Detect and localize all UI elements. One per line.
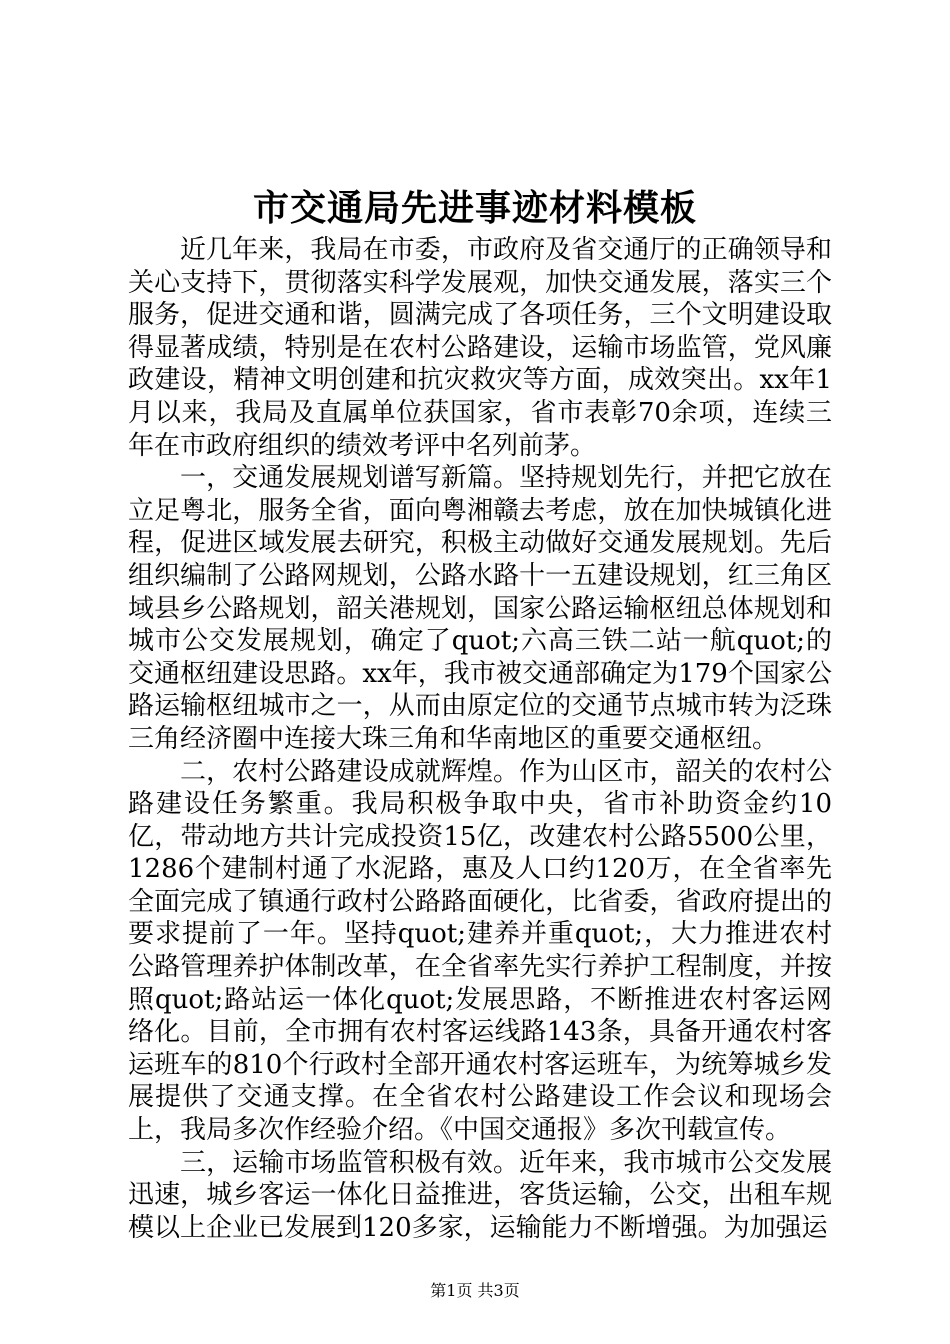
document-title: 市交通局先进事迹材料模板 — [252, 187, 697, 229]
paragraph-transport-market: 三，运输市场监管积极有效。近年来，我市城市公交发展迅速，城乡客运一体化日益推进，客货运输，公交，出租车规模以上企业已发展到120多家，运输能力不断增强。为加强运 — [128, 1147, 832, 1243]
paragraph-planning: 一，交通发展规划谱写新篇。坚持规划先行，并把它放在立足粤北，服务全省，面向粤湘赣去考虑，放在加快城镇化进程，促进区域发展去研究，积极主动做好交通发展规划。先后组织编制了公路网规划，公路水路十一五建设规划，红三角区域县乡公路规划，韶关港规划，国家公路运输枢纽总体规划和城市公交发展规划，确定了quot;六高三铁二站一航quot;的交通枢纽建设思路。xx年，我市被交通部确定为179个国家公路运输枢纽城市之一，从而由原定位的交通节点城市转为泛珠三角经济圈中连接大珠三角和华南地区的重要交通枢纽。 — [128, 463, 832, 754]
page-number-footer: 第1页 共3页 — [430, 1281, 520, 1300]
paragraph-intro: 近几年来，我局在市委，市政府及省交通厅的正确领导和关心支持下，贯彻落实科学发展观，加快交通发展，落实三个服务，促进交通和谐，圆满完成了各项任务，三个文明建设取得显著成绩，特别是在农村公路建设，运输市场监管，党风廉政建设，精神文明创建和抗灾救灾等方面，成效突出。xx年1月以来，我局及直属单位获国家，省市表彰70余项，连续三年在市政府组织的绩效考评中名列前茅。 — [128, 235, 832, 461]
paragraph-rural-roads: 二，农村公路建设成就辉煌。作为山区市，韶关的农村公路建设任务繁重。我局积极争取中央，省市补助资金约10亿，带动地方共计完成投资15亿，改建农村公路5500公里，1286个建制村通了水泥路，惠及人口约120万，在全省率先全面完成了镇通行政村公路路面硬化，比省委，省政府提出的要求提前了一年。坚持quot;建养并重quot;，大力推进农村公路管理养护体制改革，在全省率先实行养护工程制度，并按照quot;路站运一体化quot;发展思路，不断推进农村客运网络化。目前，全市拥有农村客运线路143条，具备开通农村客运班车的810个行政村全部开通农村客运班车，为统筹城乡发展提供了交通支撑。在全省农村公路建设工作会议和现场会上，我局多次作经验介绍。《中国交通报》多次刊载宣传。 — [128, 756, 832, 1146]
document-body — [128, 234, 832, 1244]
